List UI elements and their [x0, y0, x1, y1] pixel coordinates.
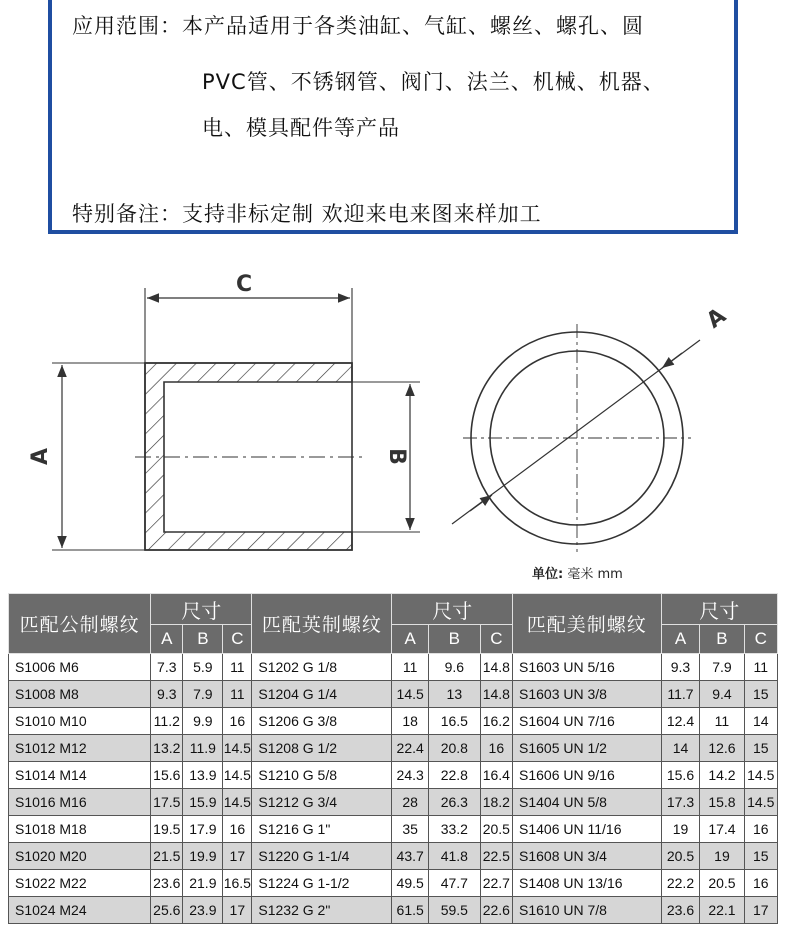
- cell-american-c: 15: [744, 843, 777, 870]
- header-size-metric: 尺寸: [151, 594, 252, 625]
- cell-metric-thread: S1014 M14: [9, 762, 151, 789]
- cell-american-thread: S1604 UN 7/16: [513, 708, 662, 735]
- cell-imperial-a: 18: [392, 708, 429, 735]
- cell-imperial-c: 22.6: [480, 897, 512, 924]
- cell-metric-b: 13.9: [183, 762, 223, 789]
- cell-imperial-thread: S1216 G 1": [252, 816, 392, 843]
- cell-american-thread: S1606 UN 9/16: [513, 762, 662, 789]
- sub-header-b: B: [183, 625, 223, 654]
- cell-imperial-b: 16.5: [428, 708, 480, 735]
- cell-metric-b: 7.9: [183, 681, 223, 708]
- cell-american-b: 14.2: [700, 762, 744, 789]
- cell-imperial-b: 20.8: [428, 735, 480, 762]
- spec-table-body: [9, 654, 778, 924]
- cell-imperial-a: 49.5: [392, 870, 429, 897]
- cell-metric-thread: S1020 M20: [9, 843, 151, 870]
- cell-imperial-c: 14.8: [480, 654, 512, 681]
- cell-metric-c: 17: [223, 897, 252, 924]
- scope-line-3: 电、模具配件等产品: [202, 116, 400, 140]
- sub-header-c: C: [480, 625, 512, 654]
- cell-american-c: 17: [744, 897, 777, 924]
- cell-imperial-b: 26.3: [428, 789, 480, 816]
- cell-imperial-b: 22.8: [428, 762, 480, 789]
- table-row: [9, 708, 778, 735]
- table-row: [9, 654, 778, 681]
- cell-imperial-a: 28: [392, 789, 429, 816]
- scope-line-1: [72, 10, 644, 40]
- cell-metric-b: 9.9: [183, 708, 223, 735]
- cell-metric-thread: S1018 M18: [9, 816, 151, 843]
- cell-metric-b: 17.9: [183, 816, 223, 843]
- cell-american-c: 15: [744, 681, 777, 708]
- cell-metric-a: 7.3: [151, 654, 183, 681]
- cell-metric-a: 19.5: [151, 816, 183, 843]
- cell-american-thread: S1605 UN 1/2: [513, 735, 662, 762]
- side-view: [52, 288, 420, 550]
- cell-imperial-b: 13: [428, 681, 480, 708]
- cell-american-thread: S1404 UN 5/8: [513, 789, 662, 816]
- label-a-side: A: [28, 447, 54, 466]
- cell-metric-a: 23.6: [151, 870, 183, 897]
- cell-metric-c: 14.5: [223, 762, 252, 789]
- note-line: [72, 198, 542, 228]
- cell-metric-b: 5.9: [183, 654, 223, 681]
- unit-note: [532, 563, 623, 582]
- note-text: 支持非标定制 欢迎来电来图来样加工: [182, 202, 542, 226]
- cell-metric-thread: S1024 M24: [9, 897, 151, 924]
- sub-header-b: B: [428, 625, 480, 654]
- cell-imperial-a: 35: [392, 816, 429, 843]
- label-a-circle: A: [702, 303, 731, 334]
- cell-metric-c: 14.5: [223, 735, 252, 762]
- diagram-drawing: [0, 262, 790, 592]
- diameter-arrow-high: [662, 353, 682, 368]
- cell-american-thread: S1406 UN 11/16: [513, 816, 662, 843]
- cell-metric-a: 25.6: [151, 897, 183, 924]
- cell-american-c: 15: [744, 735, 777, 762]
- cell-american-thread: S1603 UN 3/8: [513, 681, 662, 708]
- sub-header-a: A: [661, 625, 700, 654]
- cell-metric-b: 11.9: [183, 735, 223, 762]
- cell-imperial-b: 47.7: [428, 870, 480, 897]
- cell-imperial-thread: S1208 G 1/2: [252, 735, 392, 762]
- label-c: C: [236, 272, 253, 297]
- cell-american-b: 7.9: [700, 654, 744, 681]
- sub-header-a: A: [392, 625, 429, 654]
- cell-american-a: 14: [661, 735, 700, 762]
- table-row: [9, 843, 778, 870]
- table-row: [9, 762, 778, 789]
- cell-imperial-b: 33.2: [428, 816, 480, 843]
- sub-header-c: C: [744, 625, 777, 654]
- cell-imperial-a: 24.3: [392, 762, 429, 789]
- cell-imperial-a: 61.5: [392, 897, 429, 924]
- cell-american-a: 20.5: [661, 843, 700, 870]
- sub-header-c: C: [223, 625, 252, 654]
- cell-imperial-a: 14.5: [392, 681, 429, 708]
- cell-imperial-thread: S1210 G 5/8: [252, 762, 392, 789]
- scope-line-2: PVC管、不锈钢管、阀门、法兰、机械、机器、: [202, 70, 665, 94]
- cell-imperial-b: 9.6: [428, 654, 480, 681]
- label-b: B: [383, 448, 409, 465]
- cell-american-b: 9.4: [700, 681, 744, 708]
- cell-metric-thread: S1022 M22: [9, 870, 151, 897]
- cell-imperial-b: 41.8: [428, 843, 480, 870]
- cell-metric-b: 23.9: [183, 897, 223, 924]
- cell-imperial-thread: S1206 G 3/8: [252, 708, 392, 735]
- dimension-diagram: [0, 262, 790, 592]
- cell-metric-c: 14.5: [223, 789, 252, 816]
- header-metric-thread: 匹配公制螺纹: [9, 594, 151, 654]
- unit-value: 毫米 mm: [567, 567, 623, 582]
- header-american-thread: 匹配美制螺纹: [513, 594, 662, 654]
- cell-american-a: 22.2: [661, 870, 700, 897]
- cell-american-a: 23.6: [661, 897, 700, 924]
- cell-metric-b: 19.9: [183, 843, 223, 870]
- note-label: 特别备注：: [72, 202, 182, 226]
- cell-metric-thread: S1012 M12: [9, 735, 151, 762]
- cell-american-thread: S1608 UN 3/4: [513, 843, 662, 870]
- cell-american-c: 16: [744, 816, 777, 843]
- header-size-american: 尺寸: [661, 594, 777, 625]
- cell-american-b: 20.5: [700, 870, 744, 897]
- cell-metric-thread: S1006 M6: [9, 654, 151, 681]
- cell-metric-c: 16.5: [223, 870, 252, 897]
- table-row: [9, 816, 778, 843]
- cell-american-thread: S1603 UN 5/16: [513, 654, 662, 681]
- cell-american-a: 15.6: [661, 762, 700, 789]
- sub-header-a: A: [151, 625, 183, 654]
- cell-imperial-thread: S1220 G 1-1/4: [252, 843, 392, 870]
- cell-american-b: 19: [700, 843, 744, 870]
- cell-metric-c: 11: [223, 681, 252, 708]
- cell-american-thread: S1610 UN 7/8: [513, 897, 662, 924]
- cell-imperial-thread: S1224 G 1-1/2: [252, 870, 392, 897]
- cell-metric-a: 9.3: [151, 681, 183, 708]
- sub-header-b: B: [700, 625, 744, 654]
- spec-table: [8, 593, 778, 924]
- header-imperial-thread: 匹配英制螺纹: [252, 594, 392, 654]
- cell-american-c: 14.5: [744, 762, 777, 789]
- cell-metric-c: 16: [223, 816, 252, 843]
- scope-label: 应用范围：: [72, 14, 182, 38]
- cell-american-c: 14.5: [744, 789, 777, 816]
- unit-label: 单位:: [532, 567, 564, 582]
- cell-imperial-a: 22.4: [392, 735, 429, 762]
- header-size-imperial: 尺寸: [392, 594, 513, 625]
- cell-american-a: 17.3: [661, 789, 700, 816]
- scope-text-1: 本产品适用于各类油缸、气缸、螺丝、螺孔、圆: [182, 14, 644, 38]
- cell-metric-c: 16: [223, 708, 252, 735]
- info-box: [48, 0, 738, 234]
- front-view: [452, 324, 700, 552]
- cell-metric-a: 15.6: [151, 762, 183, 789]
- cell-metric-a: 17.5: [151, 789, 183, 816]
- cell-imperial-c: 16.2: [480, 708, 512, 735]
- cell-imperial-c: 14.8: [480, 681, 512, 708]
- cell-imperial-thread: S1232 G 2": [252, 897, 392, 924]
- cell-imperial-c: 22.5: [480, 843, 512, 870]
- cell-metric-thread: S1008 M8: [9, 681, 151, 708]
- cell-american-a: 12.4: [661, 708, 700, 735]
- cell-imperial-c: 20.5: [480, 816, 512, 843]
- cell-metric-thread: S1010 M10: [9, 708, 151, 735]
- cell-imperial-c: 16: [480, 735, 512, 762]
- cell-imperial-a: 11: [392, 654, 429, 681]
- cell-american-a: 11.7: [661, 681, 700, 708]
- cell-american-c: 14: [744, 708, 777, 735]
- table-row: [9, 870, 778, 897]
- cell-american-c: 16: [744, 870, 777, 897]
- cell-metric-c: 11: [223, 654, 252, 681]
- cell-american-b: 22.1: [700, 897, 744, 924]
- cell-imperial-thread: S1212 G 3/4: [252, 789, 392, 816]
- cell-imperial-b: 59.5: [428, 897, 480, 924]
- cell-metric-a: 13.2: [151, 735, 183, 762]
- table-row: [9, 735, 778, 762]
- cell-metric-b: 21.9: [183, 870, 223, 897]
- cell-metric-c: 17: [223, 843, 252, 870]
- table-row: [9, 789, 778, 816]
- cell-imperial-a: 43.7: [392, 843, 429, 870]
- cell-metric-b: 15.9: [183, 789, 223, 816]
- cell-american-c: 11: [744, 654, 777, 681]
- cell-imperial-thread: S1204 G 1/4: [252, 681, 392, 708]
- cell-american-thread: S1408 UN 13/16: [513, 870, 662, 897]
- diameter-arrow-low: [470, 495, 492, 511]
- cell-metric-a: 11.2: [151, 708, 183, 735]
- cell-american-b: 17.4: [700, 816, 744, 843]
- table-row: [9, 681, 778, 708]
- cell-american-a: 19: [661, 816, 700, 843]
- cell-american-b: 12.6: [700, 735, 744, 762]
- cell-american-b: 11: [700, 708, 744, 735]
- cell-american-a: 9.3: [661, 654, 700, 681]
- cell-imperial-c: 22.7: [480, 870, 512, 897]
- cell-metric-a: 21.5: [151, 843, 183, 870]
- cell-imperial-c: 18.2: [480, 789, 512, 816]
- cell-metric-thread: S1016 M16: [9, 789, 151, 816]
- cell-american-b: 15.8: [700, 789, 744, 816]
- table-row: [9, 897, 778, 924]
- cell-imperial-thread: S1202 G 1/8: [252, 654, 392, 681]
- cell-imperial-c: 16.4: [480, 762, 512, 789]
